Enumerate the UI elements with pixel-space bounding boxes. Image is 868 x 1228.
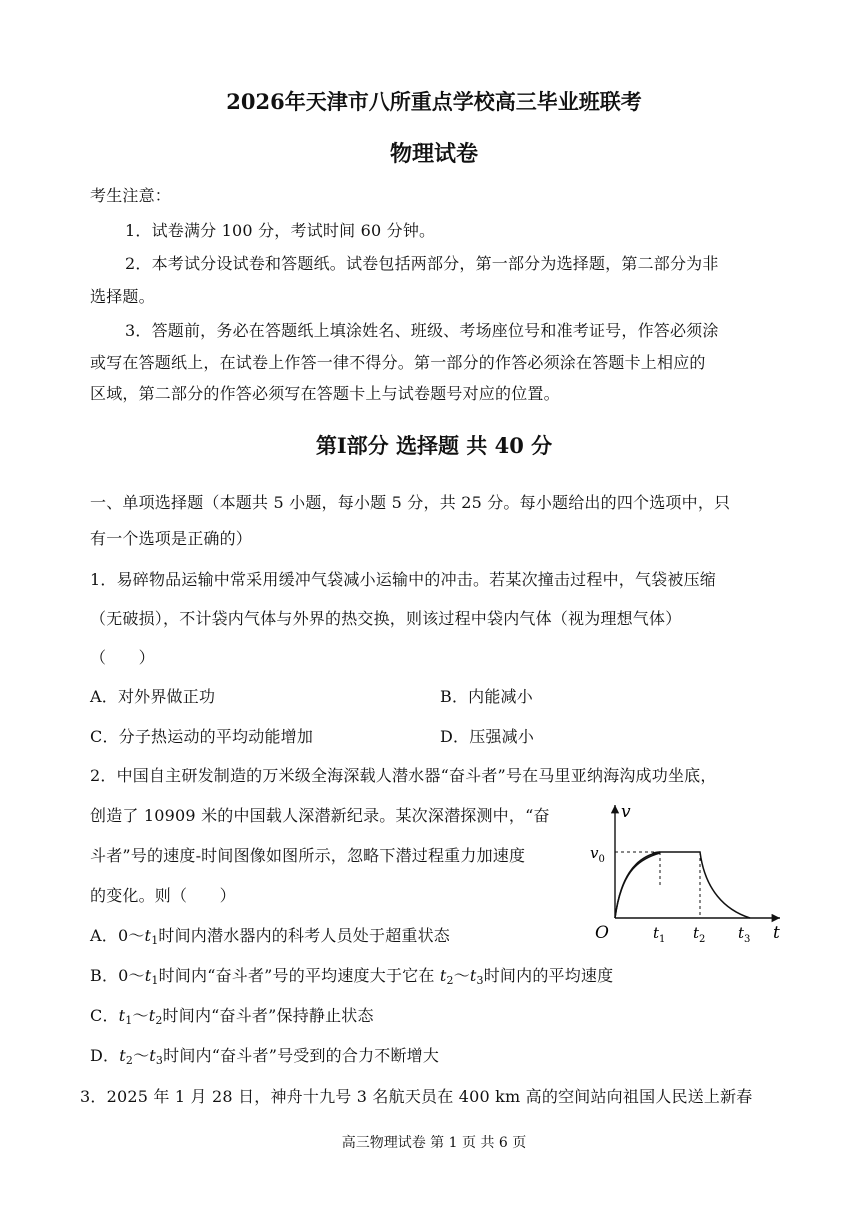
notice-item-2: 2．本考试分设试卷和答题纸。试卷包括两部分，第一部分为选择题，第二部分为非 [125,254,719,273]
section1-instructions-cont: 有一个选项是正确的） [90,529,253,548]
velocity-curve-rise [615,852,660,918]
notice-item-3: 3．答题前，务必在答题纸上填涂姓名、班级、考场座位号和准考证号，作答必须涂 [125,321,719,340]
q2-stem-cont3: 的变化。则（ ） [90,886,236,905]
notice-heading: 考生注意： [90,186,172,205]
notice-item-3-cont: 或写在答题纸上，在试卷上作答一律不得分。第一部分的作答必须涂在答题卡上相应的 [90,353,706,372]
time-symbol: t [469,966,477,985]
time-symbol: t [148,1006,156,1025]
notice-item-1: 1．试卷满分 100 分，考试时间 60 分钟。 [125,221,436,240]
t2-subscript: 2 [699,934,706,945]
notice-item-3-cont2: 区域，第二部分的作答必须写在答题卡上与试卷题号对应的位置。 [90,384,560,403]
t1-label [653,924,665,945]
part1-title: 第I部分 选择题 共 40 分 [315,433,553,458]
tilde: ～ [133,1046,150,1065]
t2-label [693,924,705,945]
q1-option-a: A．对外界做正功 [90,687,216,706]
option-prefix: A．0～ [90,926,145,945]
option-text: 时间内的平均速度 [483,966,614,985]
q2-stem-cont: 创造了 10909 米的中国载人深潜新纪录。某次深潜探测中，“奋 [90,806,550,825]
subscript: 2 [125,1054,134,1067]
q2-option-a [90,923,450,947]
option-prefix: B．0～ [90,966,145,985]
time-symbol: t [144,926,152,945]
subscript: 2 [155,1014,163,1027]
q2-stem-cont2: 斗者”号的速度-时间图像如图所示，忽略下潜过程重力加速度 [90,846,526,865]
v-axis-label: v [621,802,631,822]
option-text: 时间内“奋斗者”保持静止状态 [162,1006,374,1025]
q1-stem-cont: （无破损），不计袋内气体与外界的热交换，则该过程中袋内气体（视为理想气体） [90,609,682,628]
time-symbol: t [149,1046,156,1065]
q1-option-d: D．压强减小 [440,727,535,746]
subscript: 1 [151,974,159,987]
option-text: 时间内潜水器内的科考人员处于超重状态 [158,926,450,945]
notice-item-2-cont: 选择题。 [90,287,155,306]
v0-base: v [590,844,599,862]
subscript: 1 [125,1014,133,1027]
t3-subscript: 3 [744,934,751,945]
time-symbol: t [118,1006,126,1025]
t2-base: t [693,924,700,942]
section1-instructions: 一、单项选择题（本题共 5 小题，每小题 5 分，共 25 分。每小题给出的四个选项中，只 [90,493,731,512]
q3-stem: 3．2025 年 1 月 28 日，神舟十九号 3 名航天员在 400 km 高的空间站向祖国人民送上新春 [80,1087,753,1106]
q2-option-d [90,1043,439,1067]
option-prefix: C． [90,1006,119,1025]
option-text: 时间内“奋斗者”号的平均速度大于它在 [158,966,440,985]
q1-option-c: C．分子热运动的平均动能增加 [90,727,314,746]
q1-option-b: B．内能减小 [440,687,533,706]
q1-stem: 1．易碎物品运输中常采用缓冲气袋减小运输中的冲击。若某次撞击过程中，气袋被压缩 [90,570,716,589]
option-text: 时间内“奋斗者”号受到的合力不断增大 [163,1046,440,1065]
subscript: 2 [446,974,454,987]
velocity-curve [615,852,750,918]
t1-base: t [653,924,660,942]
q1-answer-bracket: （ ） [90,648,155,667]
subscript: 1 [151,934,159,947]
t1-subscript: 1 [659,934,666,945]
time-symbol: t [439,966,447,985]
v0-subscript: 0 [598,854,605,865]
q2-stem: 2．中国自主研发制造的万米级全海深载人潜水器“奋斗者”号在马里亚纳海沟成功坐底， [90,766,717,785]
option-prefix: D． [90,1046,120,1065]
subscript: 3 [155,1054,164,1067]
v0-label [590,844,605,865]
page-footer: 高三物理试卷 第 1 页 共 6 页 [341,1135,527,1151]
tilde: ～ [453,966,470,985]
subscript: 3 [476,974,484,987]
q2-option-b [90,963,613,987]
origin-label: O [595,923,609,943]
exam-title: 2026年天津市八所重点学校高三毕业班联考 [226,89,642,114]
q2-option-c [90,1003,374,1027]
t3-label [738,924,750,945]
time-symbol: t [119,1046,126,1065]
time-symbol: t [144,966,152,985]
t-axis-label: t [773,923,780,943]
subject-title: 物理试卷 [389,141,478,167]
tilde: ～ [132,1006,149,1025]
velocity-time-graph [585,795,790,945]
t3-base: t [738,924,745,942]
